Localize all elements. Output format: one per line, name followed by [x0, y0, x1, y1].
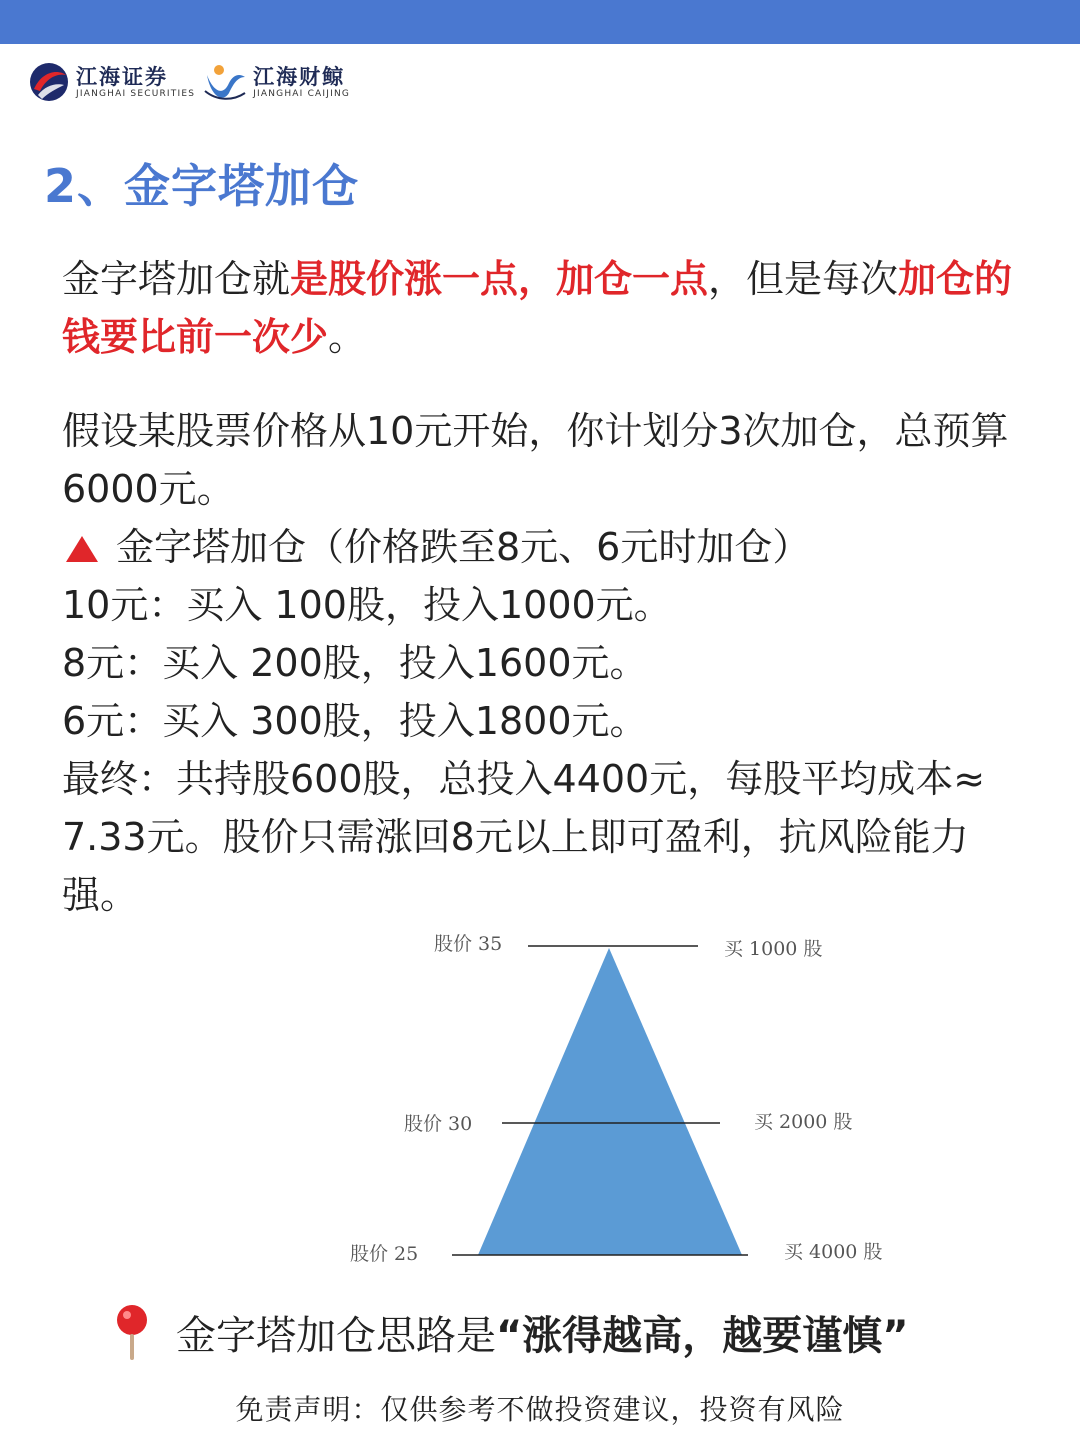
- intro-highlight-2: 加仓的钱要比前一次少: [62, 257, 1013, 359]
- jianghai-securities-logo: [28, 61, 195, 103]
- example-block: [62, 402, 1022, 924]
- red-pushpin-icon: [110, 1302, 154, 1362]
- disclaimer: 免责声明：仅供参考不做投资建议，投资有风险: [235, 1393, 845, 1426]
- logo-left-cn: 江海证券: [76, 63, 168, 89]
- step-3: 6元：买入 300股，投入1800元。: [62, 699, 648, 743]
- buy-label-top: 买 1000 股: [724, 938, 823, 960]
- price-label-bottom: 股价 25: [350, 1243, 419, 1265]
- example-heading-line: [62, 518, 1022, 576]
- pyramid-diagram: [330, 920, 890, 1280]
- tip-quote: “涨得越高，越要谨慎”: [496, 1312, 909, 1359]
- tip-line: [110, 1300, 1010, 1364]
- pyramid-triangle: [478, 948, 742, 1255]
- buy-label-middle: 买 2000 股: [754, 1111, 853, 1133]
- red-triangle-icon: [66, 536, 98, 562]
- logo-left-en: JIANGHAI SECURITIES: [76, 88, 196, 99]
- conclusion-text: 最终：共持股600股，总投入4400元，每股平均成本≈ 7.33元。股价只需涨回8元以上即可盈利，抗风险能力强。: [62, 757, 986, 917]
- tip-prefix: 金字塔加仓思路是: [176, 1312, 496, 1359]
- logo-right-cn: 江海财鲸: [253, 63, 346, 89]
- intro-text-2: ，但是每次: [708, 257, 899, 301]
- jianghai-caijing-logo: [203, 61, 350, 103]
- top-banner: [0, 0, 1080, 44]
- intro-text-3: 。: [328, 315, 367, 359]
- buy-label-bottom: 买 4000 股: [784, 1241, 883, 1263]
- jianghai-caijing-logo-icon: [203, 61, 247, 103]
- price-label-top: 股价 35: [434, 933, 503, 955]
- brand-logos: [28, 58, 350, 106]
- intro-text-1: 金字塔加仓就: [62, 257, 291, 301]
- example-heading: 金字塔加仓（价格跌至8元、6元时加仓）: [116, 525, 811, 569]
- section-title: 2、金字塔加仓: [44, 159, 360, 213]
- step-1: 10元：买入 100股，投入1000元。: [62, 583, 672, 627]
- step-2: 8元：买入 200股，投入1600元。: [62, 641, 648, 685]
- intro-paragraph: [62, 250, 1022, 366]
- assumption-text: 假设某股票价格从10元开始，你计划分3次加仓，总预算6000元。: [62, 409, 1009, 511]
- jianghai-securities-logo-icon: [28, 61, 70, 103]
- price-label-middle: 股价 30: [404, 1113, 473, 1135]
- logo-right-en: JIANGHAI CAIJING: [253, 88, 351, 99]
- intro-highlight-1: 是股价涨一点，加仓一点: [290, 257, 709, 301]
